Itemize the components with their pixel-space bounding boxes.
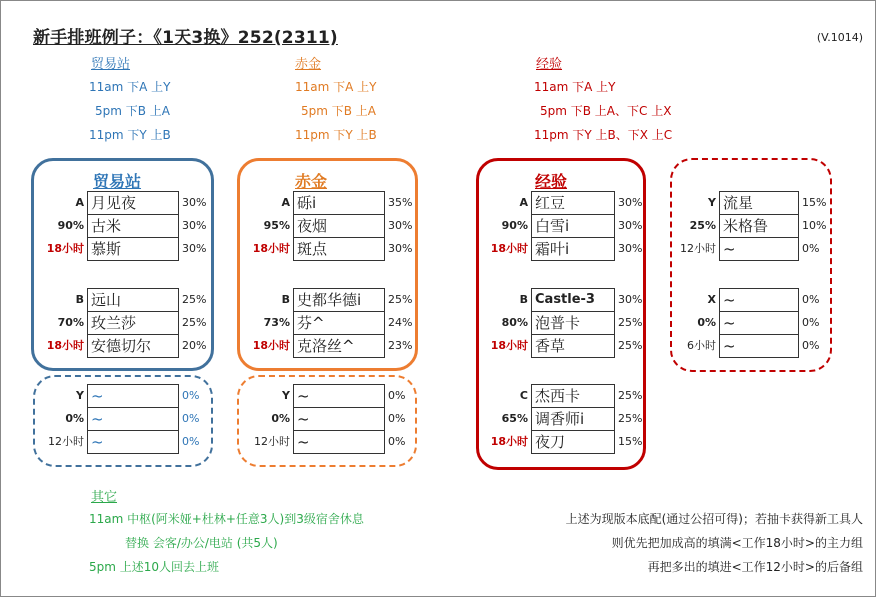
operator-cell: 米格鲁 — [719, 214, 799, 238]
shift-label: B — [75, 293, 84, 306]
operator-cell: 古米 — [87, 214, 179, 238]
operator-cell: ~ — [719, 288, 799, 312]
operator-cell: ~ — [87, 430, 179, 454]
hours-label: 18小时 — [490, 435, 528, 448]
bonus-pct: 0% — [182, 389, 200, 402]
bonus-pct: 30% — [618, 242, 643, 255]
gold-schedule-line: 11pm 下Y 上B — [295, 128, 377, 142]
operator-cell: 斑点 — [293, 237, 385, 261]
shift-label: X — [707, 293, 716, 306]
bonus-pct: 25% — [618, 316, 643, 329]
total-pct-label: 70% — [57, 316, 84, 329]
bonus-pct: 30% — [182, 242, 207, 255]
note-line: 则优先把加成高的填满<工作18小时>的主力组 — [611, 536, 863, 550]
total-pct-label: 80% — [501, 316, 528, 329]
other-line: 5pm 上述10人回去上班 — [89, 560, 220, 574]
operator-cell: 慕斯 — [87, 237, 179, 261]
total-pct-label: 0% — [271, 412, 290, 425]
operator-cell: 调香师i — [531, 407, 615, 431]
shift-label: B — [281, 293, 290, 306]
operator-cell: ~ — [293, 430, 385, 454]
operator-cell: Castle-3 — [531, 288, 615, 312]
shift-label: B — [519, 293, 528, 306]
exp-group-x — [687, 288, 820, 358]
operator-cell: 红豆 — [531, 191, 615, 215]
trade-schedule-line: 5pm 下B 上A — [95, 104, 171, 118]
operator-cell: 杰西卡 — [531, 384, 615, 408]
total-pct-label: 0% — [697, 316, 716, 329]
bonus-pct: 30% — [618, 219, 643, 232]
bonus-pct: 35% — [388, 196, 413, 209]
bonus-pct: 15% — [802, 196, 827, 209]
bonus-pct: 20% — [182, 339, 207, 352]
total-pct-label: 65% — [501, 412, 528, 425]
operator-cell: ~ — [87, 407, 179, 431]
operator-cell: ~ — [293, 384, 385, 408]
bonus-pct: 25% — [182, 293, 207, 306]
bonus-pct: 25% — [618, 389, 643, 402]
bonus-pct: 30% — [182, 196, 207, 209]
version-label: (V.1014) — [816, 31, 863, 44]
trade-schedule-header: 贸易站 — [91, 57, 131, 72]
shift-label: A — [519, 196, 528, 209]
operator-cell: ~ — [293, 407, 385, 431]
operator-cell: 夜刀 — [531, 430, 615, 454]
shift-label: C — [519, 389, 528, 402]
bonus-pct: 25% — [618, 412, 643, 425]
trade-group-b — [46, 288, 207, 358]
operator-cell: 流星 — [719, 191, 799, 215]
other-line: 11am 中枢(阿米娅+杜林+任意3人)到3级宿舍休息 — [89, 512, 364, 526]
operator-cell: ~ — [719, 311, 799, 335]
hours-label: 12小时 — [680, 242, 716, 255]
hours-label: 12小时 — [48, 435, 84, 448]
other-line: 替换 会客/办公/电站 (共5人) — [125, 536, 278, 550]
bonus-pct: 25% — [182, 316, 207, 329]
total-pct-label: 90% — [57, 219, 84, 232]
operator-cell: 砾i — [293, 191, 385, 215]
operator-cell: 安德切尔 — [87, 334, 179, 358]
hours-label: 18小时 — [490, 339, 528, 352]
trade-schedule-line: 11pm 下Y 上B — [89, 128, 171, 142]
note-line: 上述为现版本底配(通过公招可得)；若抽卡获得新工具人 — [565, 512, 863, 526]
hours-label: 18小时 — [46, 242, 84, 255]
bonus-pct: 30% — [618, 196, 643, 209]
operator-cell: 月见夜 — [87, 191, 179, 215]
bonus-pct: 23% — [388, 339, 413, 352]
total-pct-label: 25% — [689, 219, 716, 232]
operator-cell: ~ — [87, 384, 179, 408]
operator-cell: 克洛丝^ — [293, 334, 385, 358]
bonus-pct: 0% — [388, 389, 406, 402]
bonus-pct: 15% — [618, 435, 643, 448]
exp-group-b — [490, 288, 643, 358]
operator-cell: 香草 — [531, 334, 615, 358]
exp-group-y — [680, 191, 827, 261]
gold-group-a — [252, 191, 413, 261]
bonus-pct: 10% — [802, 219, 827, 232]
exp-group-c — [490, 384, 643, 454]
shift-label: Y — [708, 196, 716, 209]
gold-box-title: 赤金 — [295, 172, 328, 191]
total-pct-label: 90% — [501, 219, 528, 232]
exp-box-title: 经验 — [535, 172, 568, 191]
gold-schedule-line: 5pm 下B 上A — [301, 104, 377, 118]
gold-group-y — [254, 384, 406, 454]
total-pct-label: 0% — [65, 412, 84, 425]
trade-schedule-line: 11am 下A 上Y — [89, 80, 171, 94]
total-pct-label: 73% — [263, 316, 290, 329]
trade-group-y — [48, 384, 200, 454]
bonus-pct: 0% — [802, 316, 820, 329]
shift-label: A — [75, 196, 84, 209]
note-line: 再把多出的填进<工作12小时>的后备组 — [647, 560, 863, 574]
bonus-pct: 24% — [388, 316, 413, 329]
gold-schedule-header: 赤金 — [295, 57, 322, 72]
operator-cell: 白雪i — [531, 214, 615, 238]
bonus-pct: 0% — [388, 412, 406, 425]
bonus-pct: 30% — [388, 219, 413, 232]
hours-label: 12小时 — [254, 435, 290, 448]
operator-cell: 史都华德i — [293, 288, 385, 312]
operator-cell: ~ — [719, 334, 799, 358]
operator-cell: 霜叶i — [531, 237, 615, 261]
operator-cell: 芬^ — [293, 311, 385, 335]
trade-box-title: 贸易站 — [93, 172, 142, 191]
shift-label: Y — [76, 389, 84, 402]
gold-schedule-line: 11am 下A 上Y — [295, 80, 377, 94]
exp-schedule-line: 5pm 下B 上A、下C 上X — [540, 104, 672, 118]
exp-schedule-line: 11pm 下Y 上B、下X 上C — [534, 128, 673, 142]
hours-label: 6小时 — [687, 339, 716, 352]
hours-label: 18小时 — [46, 339, 84, 352]
exp-group-a — [490, 191, 643, 261]
bonus-pct: 25% — [618, 339, 643, 352]
bonus-pct: 0% — [802, 242, 820, 255]
operator-cell: 玫兰莎 — [87, 311, 179, 335]
bonus-pct: 0% — [388, 435, 406, 448]
bonus-pct: 0% — [182, 435, 200, 448]
operator-cell: 泡普卡 — [531, 311, 615, 335]
operator-cell: 远山 — [87, 288, 179, 312]
hours-label: 18小时 — [252, 339, 290, 352]
hours-label: 18小时 — [252, 242, 290, 255]
bonus-pct: 30% — [388, 242, 413, 255]
bonus-pct: 0% — [802, 339, 820, 352]
operator-cell: ~ — [719, 237, 799, 261]
bonus-pct: 30% — [182, 219, 207, 232]
exp-schedule-header: 经验 — [536, 57, 563, 72]
other-header: 其它 — [91, 490, 118, 505]
bonus-pct: 0% — [182, 412, 200, 425]
shift-label: Y — [282, 389, 290, 402]
bonus-pct: 30% — [618, 293, 643, 306]
bonus-pct: 0% — [802, 293, 820, 306]
gold-group-b — [252, 288, 413, 358]
bonus-pct: 25% — [388, 293, 413, 306]
exp-schedule-line: 11am 下A 上Y — [534, 80, 616, 94]
hours-label: 18小时 — [490, 242, 528, 255]
trade-group-a — [46, 191, 207, 261]
operator-cell: 夜烟 — [293, 214, 385, 238]
shift-label: A — [281, 196, 290, 209]
page-title: 新手排班例子：《1天3换》252(2311) — [33, 28, 338, 48]
total-pct-label: 95% — [263, 219, 290, 232]
